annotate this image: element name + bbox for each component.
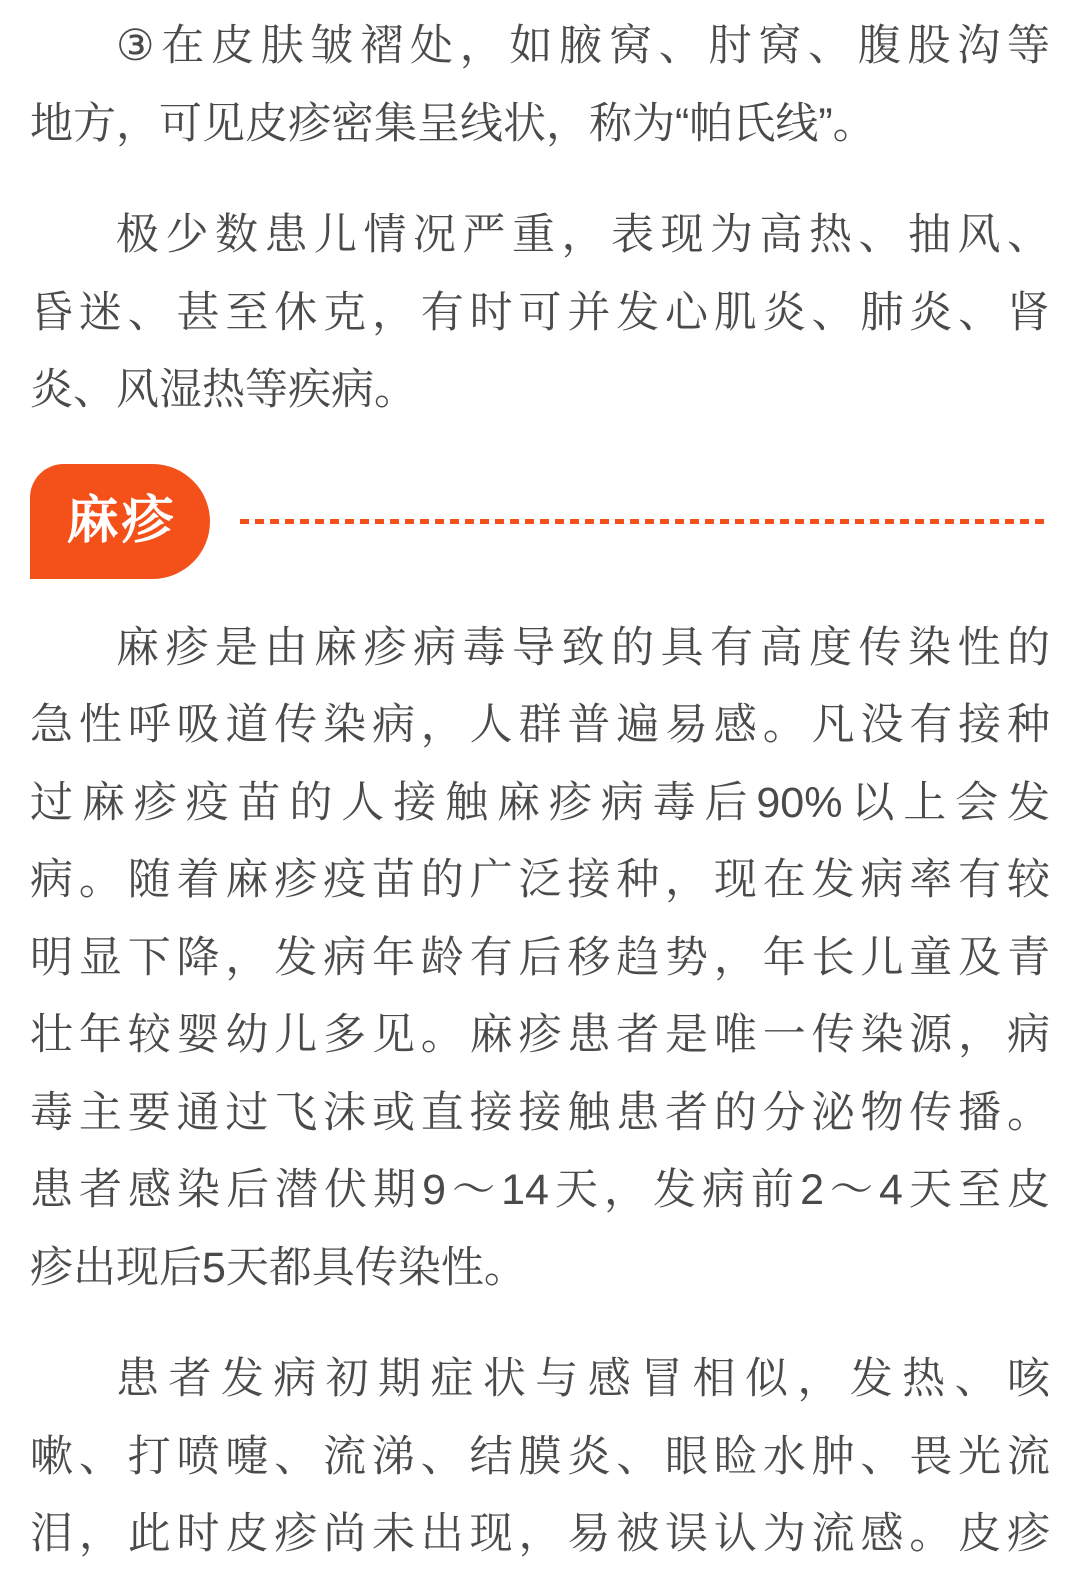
paragraph-group-bottom: [30, 610, 1050, 1574]
text-line: 地方，可见皮疹密集呈线状，称为“帕氏线”。: [30, 99, 876, 148]
text-line: 炎、风湿热等疾病。: [30, 366, 417, 414]
text-line: 泪，此时皮疹尚未出现，易被误认为流感。皮疹: [30, 1510, 1050, 1558]
paragraph: [30, 610, 1050, 1308]
paragraph: [30, 1341, 1050, 1574]
text-line: 病。随着麻疹疫苗的广泛接种，现在发病率有较: [30, 856, 1050, 904]
text-line: 昏迷、甚至休克，有时可并发心肌炎、肺炎、肾: [30, 288, 1050, 337]
section-header-measles: [30, 464, 1050, 579]
dashed-divider-line: [240, 519, 1050, 524]
text-line: 过麻疹疫苗的人接触麻疹病毒后90%以上会发: [30, 778, 1050, 827]
text-line: 毒主要通过飞沫或直接接触患者的分泌物传播。: [30, 1088, 1050, 1137]
text-line: 急性呼吸道传染病，人群普遍易感。凡没有接种: [30, 701, 1050, 749]
text-line: 壮年较婴幼儿多见。麻疹患者是唯一传染源，病: [30, 1011, 1050, 1059]
text-line: 极少数患儿情况严重，表现为高热、抽风、: [116, 211, 1050, 259]
text-line: 嗽、打喷嚏、流涕、结膜炎、眼睑水肿、畏光流: [30, 1432, 1050, 1481]
text-line: 患者感染后潜伏期9～14天，发病前2～4天至皮: [30, 1166, 1050, 1214]
paragraph: [30, 197, 1050, 430]
text-line: 明显下降，发病年龄有后移趋势，年长儿童及青: [30, 933, 1050, 982]
measles-badge-label: 麻疹: [66, 492, 177, 550]
text-line: 疹出现后5天都具传染性。: [30, 1243, 527, 1292]
paragraph: [30, 8, 1050, 163]
text-line: ③在皮肤皱褶处，如腋窝、肘窝、腹股沟等: [116, 22, 1050, 70]
paragraph-group-top: [30, 8, 1050, 430]
text-line: 麻疹是由麻疹病毒导致的具有高度传染性的: [116, 623, 1050, 672]
text-line: 患者发病初期症状与感冒相似，发热、咳: [116, 1355, 1050, 1403]
measles-badge: [30, 464, 210, 579]
